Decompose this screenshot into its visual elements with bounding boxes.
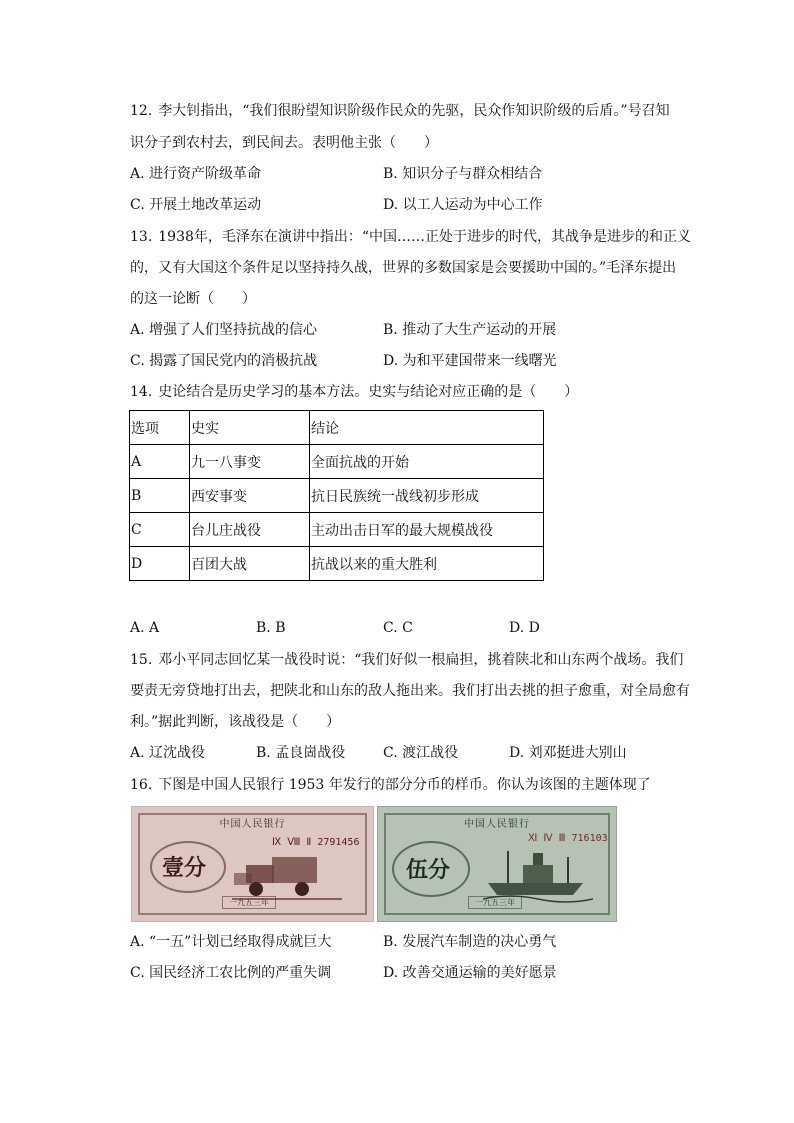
q14-option-a[interactable]: A. A [130,620,160,636]
q14-table [129,410,544,581]
q13-option-b[interactable]: B. 推动了大生产运动的开展 [383,322,557,338]
table-row [130,513,544,547]
table-header-cell: 结论 [310,411,544,445]
table-cell: 主动出击日军的最大规模战役 [310,513,544,547]
banknote-one-fen [131,806,374,922]
banknote-denomination: 伍分 [406,857,451,883]
table-header-cell: 选项 [130,411,190,445]
q16-option-d[interactable]: D. 改善交通运输的美好愿景 [383,965,557,981]
banknote-serial: Ⅸ Ⅷ Ⅱ 2791456 [272,837,360,848]
q13-option-a[interactable]: A. 增强了人们坚持抗战的信心 [130,322,318,338]
q13-stem-line2: 的，又有大国这个条件足以坚持持久战，世界的多数国家是会要援助中国的。”毛泽东提出 [130,260,677,276]
table-cell: 抗战以来的重大胜利 [310,547,544,581]
q15-option-c[interactable]: C. 渡江战役 [383,745,459,761]
table-cell: C [130,513,190,547]
q15-stem-line2: 要责无旁贷地打出去，把陕北和山东的敌人拖出来。我们打出去挑的担子愈重，对全局愈有 [130,683,690,699]
q16-number: 16. [130,777,153,793]
q14-stem-text: 史论结合是历史学习的基本方法。史实与结论对应正确的是（ ） [158,384,579,400]
table-cell: B [130,479,190,513]
q14-option-c[interactable]: C. C [383,620,413,636]
table-header-cell: 史实 [190,411,310,445]
q16-stem-text: 下图是中国人民银行 1953 年发行的部分分币的样币。你认为该图的主题体现了 [158,777,651,793]
table-header-row [130,411,544,445]
q12-option-c[interactable]: C. 开展土地改革运动 [130,197,262,213]
q15-stem-line3: 利。”据此判断，该战役是（ ） [130,714,341,730]
q14-option-b[interactable]: B. B [256,620,286,636]
q12-stem-text1: 李大钊指出，“我们很盼望知识阶级作民众的先驱，民众作知识阶级的后盾。”号召知 [158,103,670,119]
q13-stem-line1 [130,227,695,247]
table-cell: D [130,547,190,581]
q15-option-a[interactable]: A. 辽沈战役 [130,745,206,761]
q15-option-d[interactable]: D. 刘邓挺进大别山 [509,745,627,761]
q12-stem-line1 [130,101,695,121]
q16-option-c[interactable]: C. 国民经济工农比例的严重失调 [130,965,332,981]
q14-stem-line [130,382,695,402]
banknote-serial: Ⅺ Ⅳ Ⅲ 716103 [528,833,608,844]
q12-stem-line2: 识分子到农村去，到民间去。表明他主张（ ） [130,135,438,151]
q13-number: 13. [130,229,153,245]
q15-stem-line1 [130,650,695,670]
q13-stem-line3: 的这一论断（ ） [130,291,256,307]
q12-option-d[interactable]: D. 以工人运动为中心工作 [383,197,543,213]
table-row [130,547,544,581]
q15-option-b[interactable]: B. 孟良崮战役 [256,745,346,761]
q12-option-a[interactable]: A. 进行资产阶级革命 [130,166,262,182]
banknote-bank-name: 中国人民银行 [464,819,530,830]
q16-option-a[interactable]: A. “一五”计划已经取得成就巨大 [130,934,332,950]
q13-stem-text1: 1938年，毛泽东在演讲中指出：“中国……正处于进步的时代，其战争是进步的和正义 [158,229,692,245]
table-cell: 西安事变 [190,479,310,513]
banknote-bank-name: 中国人民银行 [219,819,286,830]
banknote-date: 一九五三年 [222,896,276,909]
banknote-date: 一九五三年 [468,896,522,909]
q14-number: 14. [130,384,153,400]
table-cell: 百团大战 [190,547,310,581]
table-cell: 全面抗战的开始 [310,445,544,479]
table-cell: 九一八事变 [190,445,310,479]
ship-icon [483,843,593,903]
q13-option-d[interactable]: D. 为和平建国带来一线曙光 [383,353,557,369]
q13-option-c[interactable]: C. 揭露了国民党内的消极抗战 [130,353,318,369]
banknote-denomination: 壹分 [162,855,207,881]
table-cell: A [130,445,190,479]
q16-stem-line [130,775,695,795]
table-row [130,445,544,479]
table-cell: 抗日民族统一战线初步形成 [310,479,544,513]
q15-stem-text1: 邓小平同志回忆某一战役时说：“我们好似一根扁担，挑着陕北和山东两个战场。我们 [158,652,684,668]
table-cell: 台儿庄战役 [190,513,310,547]
q14-option-d[interactable]: D. D [509,620,540,636]
q12-number: 12. [130,103,153,119]
q15-number: 15. [130,652,153,668]
q12-option-b[interactable]: B. 知识分子与群众相结合 [383,166,543,182]
table-row [130,479,544,513]
q16-option-b[interactable]: B. 发展汽车制造的决心勇气 [383,934,557,950]
banknote-five-fen [377,806,617,922]
